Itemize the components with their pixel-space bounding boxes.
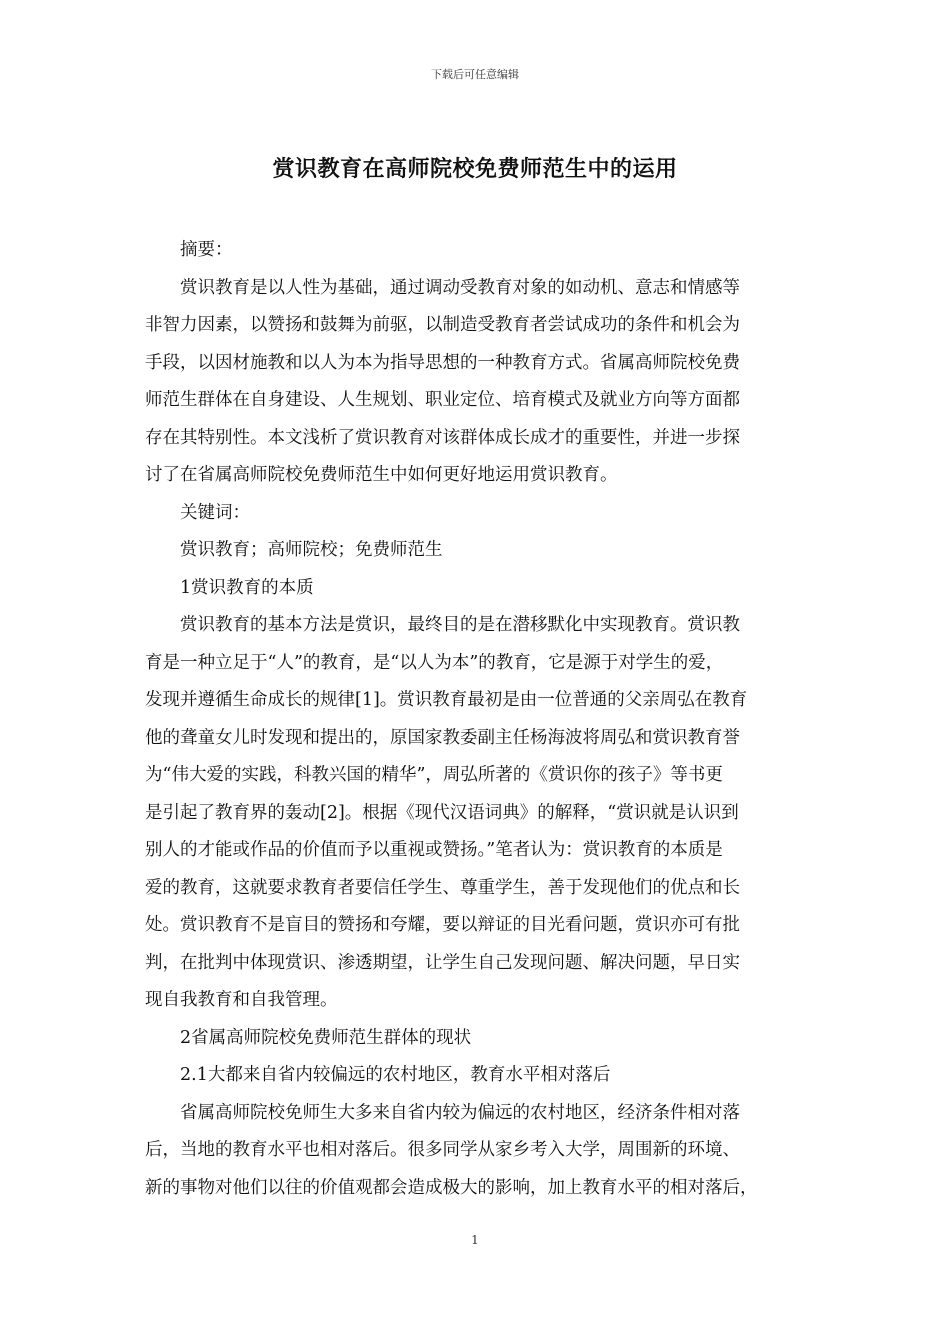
abstract-paragraph: [145, 270, 807, 495]
text-line: 赏识教育是以人性为基础，通过调动受教育对象的如动机、意志和情感等: [180, 277, 740, 298]
section-2-1-heading: 2.1大都来自省内较偏远的农村地区，教育水平相对落后: [180, 1065, 611, 1085]
text-line: 判，在批判中体现赏识、渗透期望，让学生自己发现问题、解决问题，早日实: [145, 952, 740, 973]
section-2-1-paragraph: [145, 1095, 807, 1208]
text-line: 赏识教育的基本方法是赏识，最终目的是在潜移默化中实现教育。赏识教: [180, 615, 740, 635]
document-body: [145, 232, 807, 1207]
document-title: 赏识教育在高师院校免费师范生中的运用: [272, 156, 678, 182]
text-line: 是引起了教育界的轰动[2]。根据《现代汉语词典》的解释，“赏识就是认识到: [145, 802, 739, 823]
text-line: 讨了在省属高师院校免费师范生中如何更好地运用赏识教育。: [145, 465, 618, 485]
section-2-heading: 2省属高师院校免费师范生群体的现状: [180, 1027, 472, 1048]
text-line: 处。赏识教育不是盲目的赞扬和夸耀，要以辩证的目光看问题，赏识亦可有批: [145, 915, 740, 935]
page-number: 1: [471, 1233, 479, 1247]
text-line: 为“伟大爱的实践，科教兴国的精华”，周弘所著的《赏识你的孩子》等书更: [145, 765, 723, 785]
abstract-label: 摘要：: [180, 240, 233, 260]
text-line: 别人的才能或作品的价值而予以重视或赞扬。”笔者认为：赏识教育的本质是: [145, 840, 723, 860]
text-line: 手段，以因材施教和以人为本为指导思想的一种教育方式。省属高师院校免费: [145, 352, 740, 373]
text-line: 后，当地的教育水平也相对落后。很多同学从家乡考入大学，周围新的环境、: [145, 1140, 740, 1160]
section-1-paragraph: [145, 607, 807, 1020]
text-line: 省属高师院校免师生大多来自省内较为偏远的农村地区，经济条件相对落: [180, 1102, 740, 1123]
keywords-label: 关键词：: [180, 502, 250, 523]
keywords: 赏识教育；高师院校；免费师范生: [180, 540, 443, 560]
text-line: 新的事物对他们以往的价值观都会造成极大的影响，加上教育水平的相对落后，: [145, 1177, 758, 1198]
text-line: 育是一种立足于“人”的教育，是“以人为本”的教育，它是源于对学生的爱，: [145, 652, 724, 673]
text-line: 非智力因素，以赞扬和鼓舞为前驱，以制造受教育者尝试成功的条件和机会为: [145, 315, 740, 335]
text-line: 他的聋童女儿时发现和提出的，原国家教委副主任杨海波将周弘和赏识教育誉: [145, 727, 740, 748]
text-line: 爱的教育，这就要求教育者要信任学生、尊重学生，善于发现他们的优点和长: [145, 877, 740, 898]
page-header: 下载后可任意编辑: [431, 68, 519, 81]
text-line: 存在其特别性。本文浅析了赏识教育对该群体成长成才的重要性，并进一步探: [145, 427, 740, 448]
text-line: 现自我教育和自我管理。: [145, 990, 338, 1010]
section-1-heading: 1赏识教育的本质: [180, 577, 314, 598]
text-line: 发现并遵循生命成长的规律[1]。赏识教育最初是由一位普通的父亲周弘在教育: [145, 690, 748, 710]
text-line: 师范生群体在自身建设、人生规划、职业定位、培育模式及就业方向等方面都: [145, 390, 740, 410]
